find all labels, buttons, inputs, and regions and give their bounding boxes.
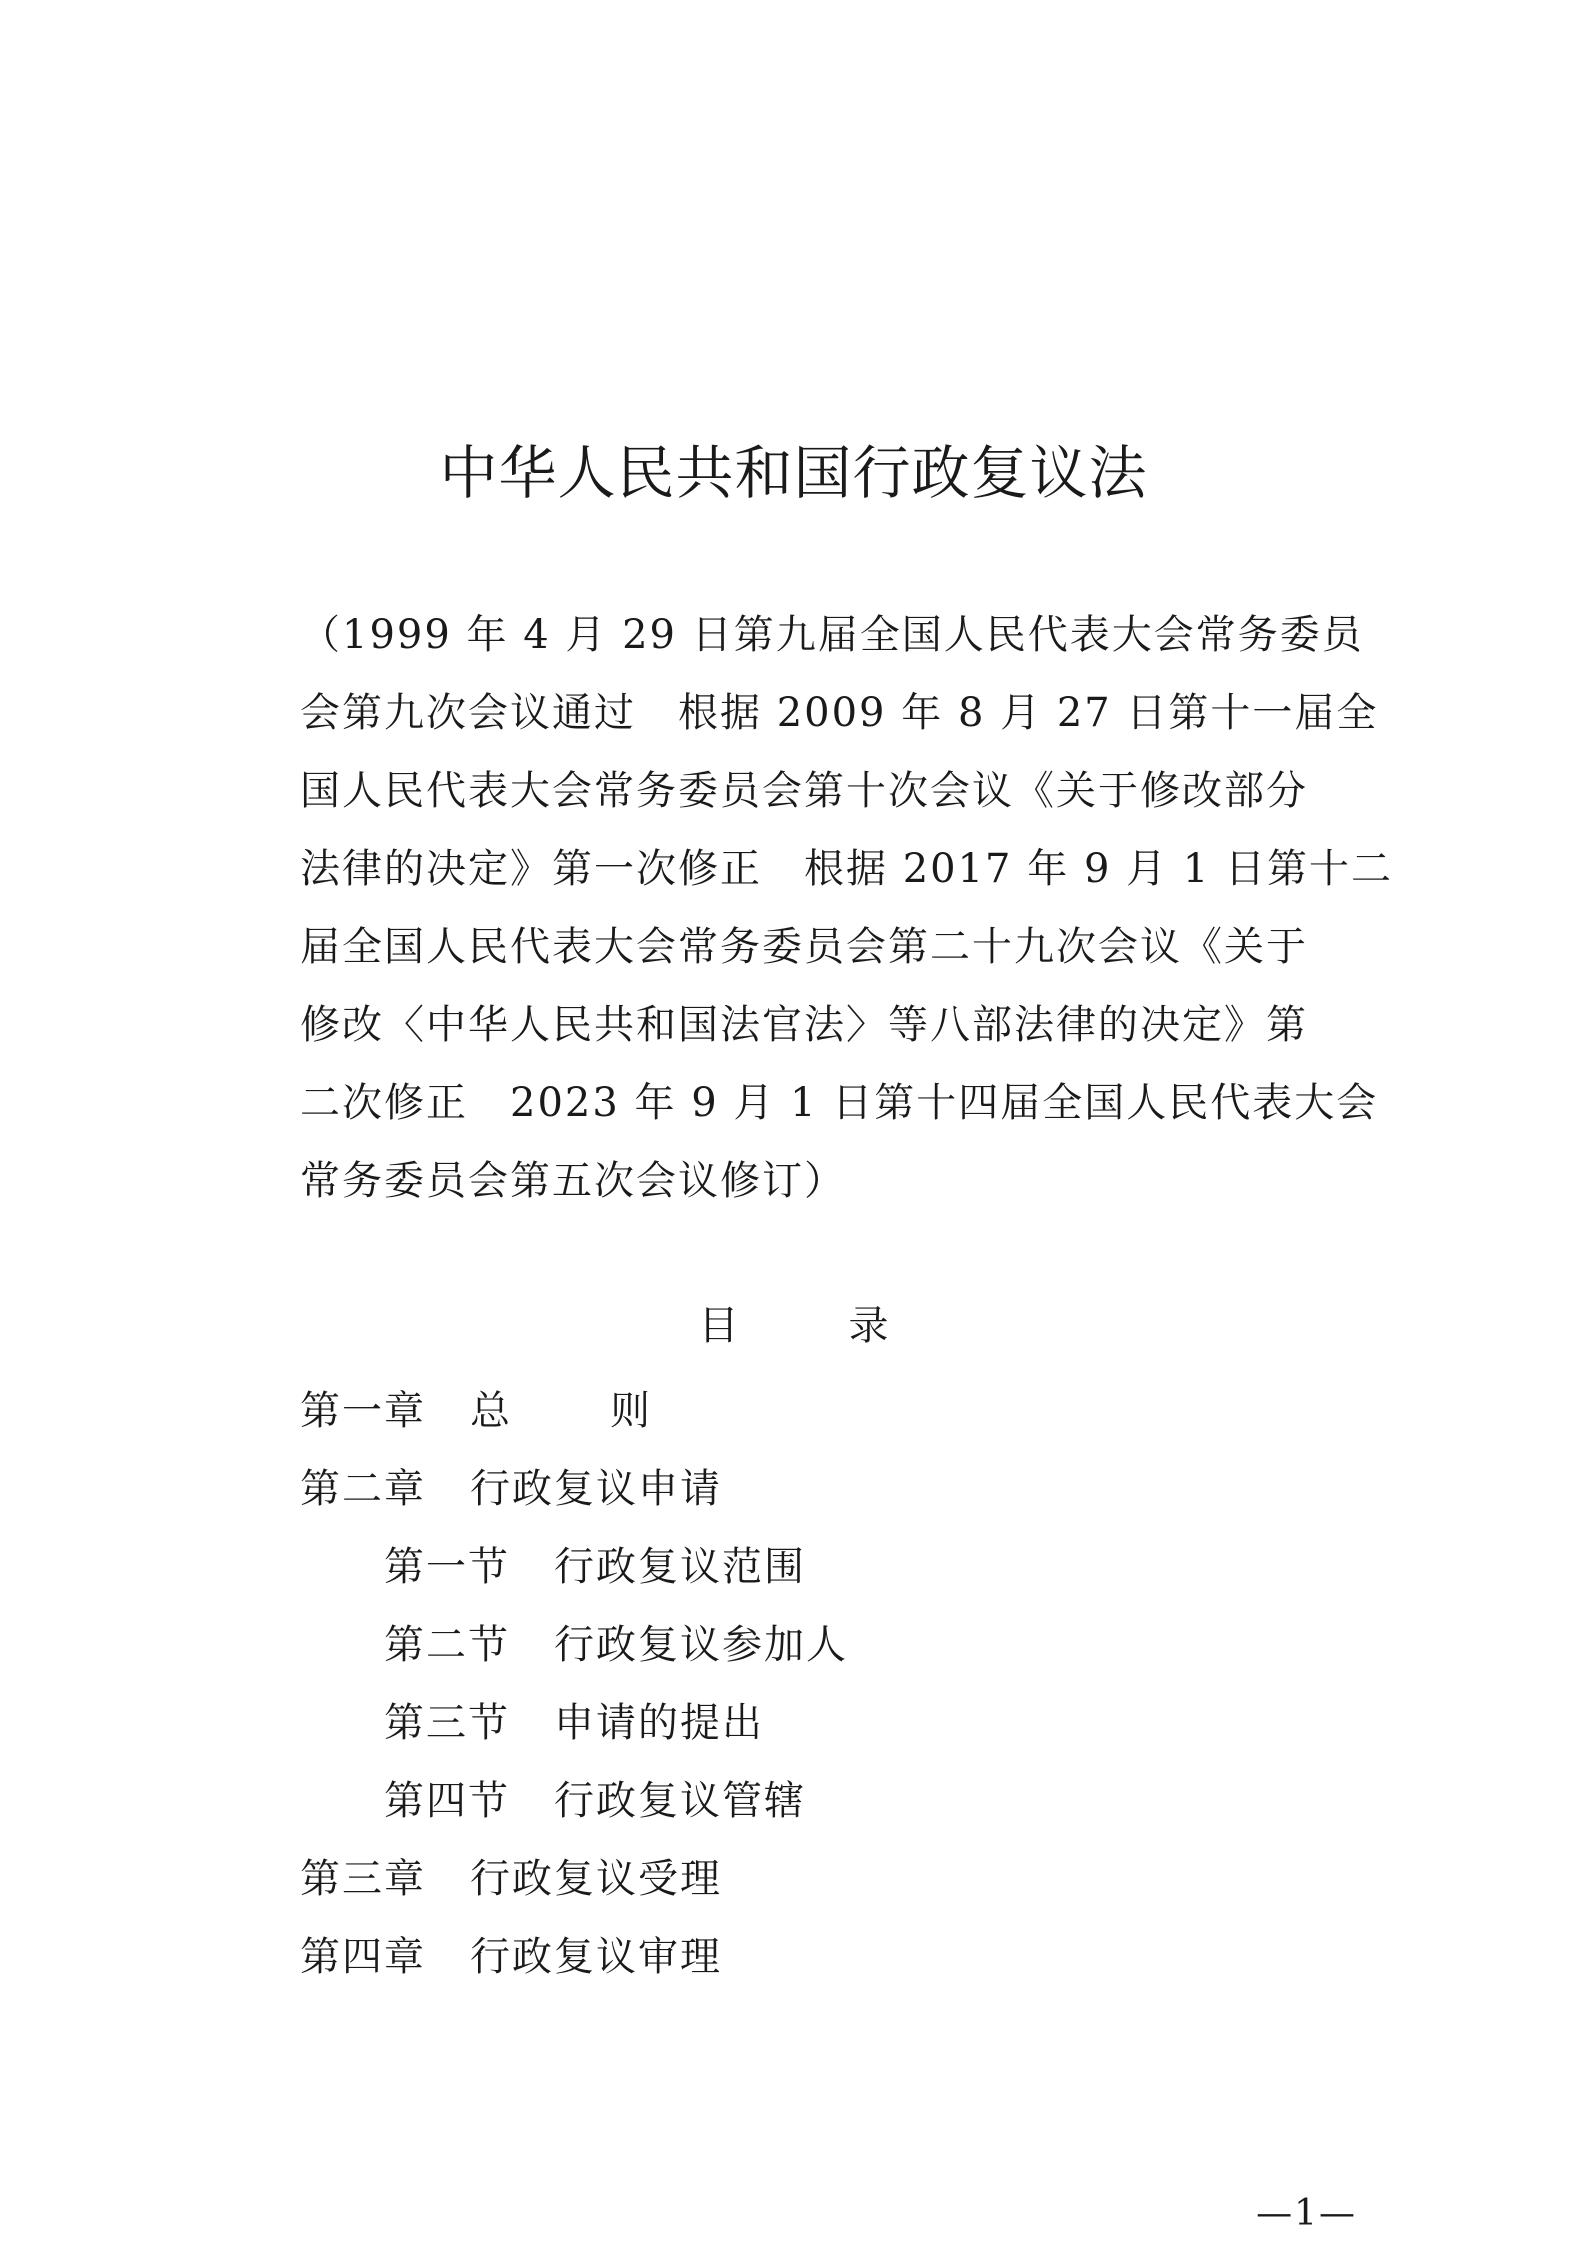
toc-entry-title: 行政复议受理	[470, 1856, 722, 1902]
preamble-line: 常务委员会第五次会议修订）	[300, 1158, 846, 1204]
toc-entry-chapter-2[interactable]	[300, 1450, 1300, 1528]
toc-entry-number: 第一节	[384, 1544, 510, 1590]
toc-entry-title: 行政复议审理	[470, 1934, 722, 1980]
toc-entry-title: 行政复议管辖	[554, 1778, 806, 1824]
toc-entry-number: 第四章	[300, 1934, 426, 1980]
toc-entry-chapter-1[interactable]	[300, 1372, 1300, 1450]
legislative-history	[300, 596, 1393, 1220]
toc-entry-number: 第四节	[384, 1778, 510, 1824]
toc-heading-left: 目	[698, 1303, 739, 1349]
document-title: 中华人民共和国行政复议法	[439, 439, 1148, 507]
toc-entry-chapter-3[interactable]	[300, 1840, 1300, 1918]
preamble-line: （1999 年 4 月 29 日第九届全国人民代表大会常务委员	[300, 612, 1364, 658]
toc-entry-title-part: 总	[470, 1388, 512, 1434]
toc-heading-right: 录	[848, 1303, 889, 1349]
toc-entry-section-2[interactable]	[300, 1606, 1300, 1684]
toc-entry-title: 行政复议申请	[470, 1466, 722, 1512]
toc-entry-section-4[interactable]	[300, 1762, 1300, 1840]
page-number: —1—	[1256, 2193, 1357, 2234]
toc-entry-title: 行政复议参加人	[554, 1622, 848, 1668]
preamble-line: 届全国人民代表大会常务委员会第二十九次会议《关于	[300, 924, 1308, 970]
preamble-line: 会第九次会议通过 根据 2009 年 8 月 27 日第十一届全	[300, 690, 1379, 736]
toc-entry-title-part: 则	[610, 1388, 652, 1434]
toc-entry-title: 行政复议范围	[554, 1544, 806, 1590]
toc-entry-number: 第一章	[300, 1388, 426, 1434]
toc-heading	[0, 1296, 1587, 1356]
toc-entry-number: 第三节	[384, 1700, 510, 1746]
toc-entry-section-3[interactable]	[300, 1684, 1300, 1762]
toc-entry-number: 第二节	[384, 1622, 510, 1668]
preamble-line: 二次修正 2023 年 9 月 1 日第十四届全国人民代表大会	[300, 1080, 1379, 1126]
toc-entry-chapter-4[interactable]	[300, 1918, 1300, 1996]
table-of-contents	[300, 1372, 1300, 1996]
preamble-line: 修改〈中华人民共和国法官法〉等八部法律的决定》第	[300, 1002, 1308, 1048]
toc-entry-number: 第二章	[300, 1466, 426, 1512]
preamble-line: 法律的决定》第一次修正 根据 2017 年 9 月 1 日第十二	[300, 846, 1393, 892]
toc-entry-number: 第三章	[300, 1856, 426, 1902]
toc-entry-section-1[interactable]	[300, 1528, 1300, 1606]
toc-entry-title: 申请的提出	[554, 1700, 764, 1746]
preamble-line: 国人民代表大会常务委员会第十次会议《关于修改部分	[300, 768, 1308, 814]
